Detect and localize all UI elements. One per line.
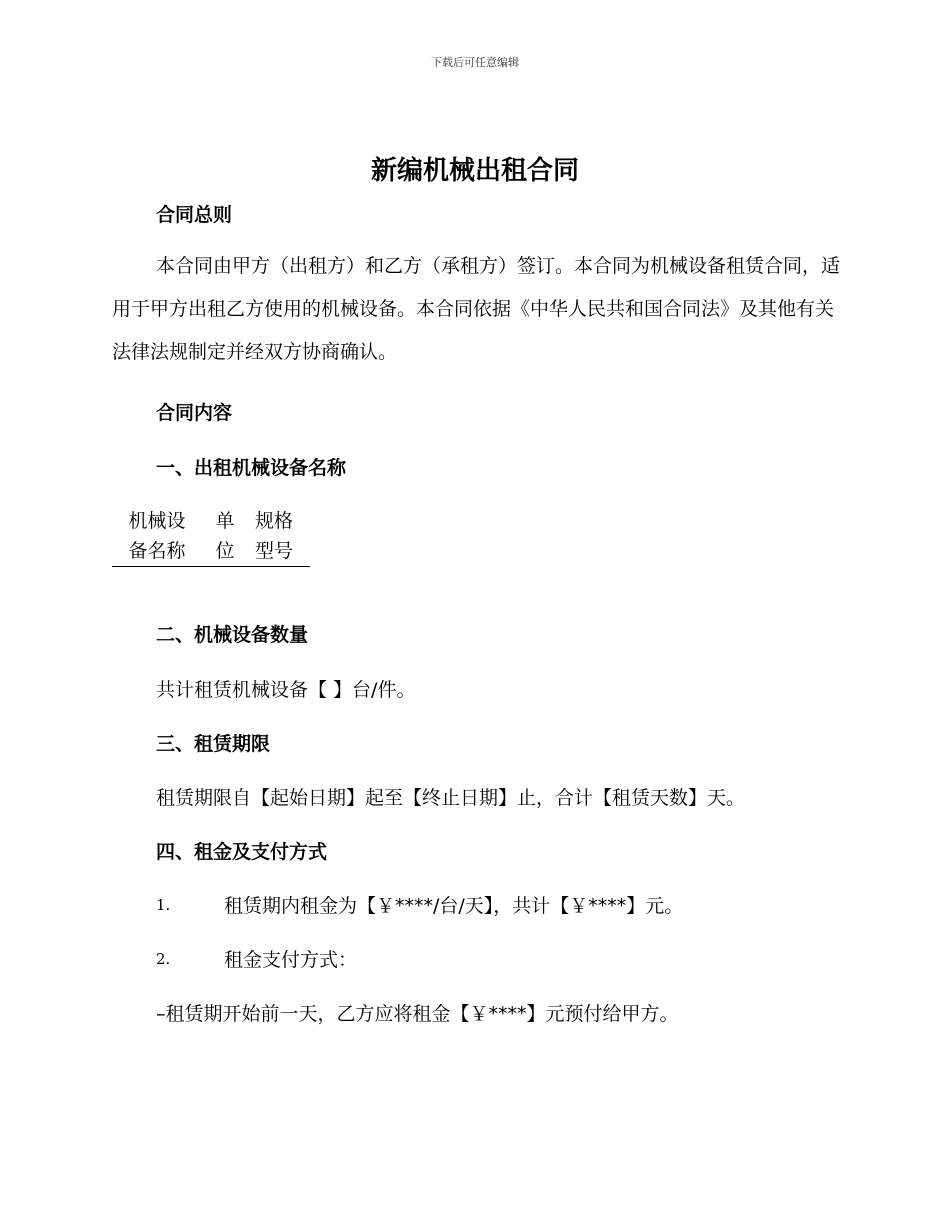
general-heading: 合同总则 — [156, 204, 233, 226]
list-item-number: 1. — [156, 896, 171, 914]
general-paragraph: 本合同由甲方（出租方）和乙方（承租方）签订。本合同为机械设备租赁合同，适用于甲方出租乙方使用的机械设备。本合同依据《中华人民共和国合同法》及其他有关法律法规制定并经双方协商确认。 — [112, 255, 841, 363]
dash-list-item: –租赁期开始前一天，乙方应将租金【￥****】元预付给甲方。 — [156, 1003, 679, 1025]
section4-heading: 四、租金及支付方式 — [156, 841, 328, 863]
list-item-text: 租赁期内租金为【￥****/台/天】，共计【￥****】元。 — [224, 895, 684, 917]
section1-heading: 一、出租机械设备名称 — [156, 457, 347, 479]
table-header-cell: 位 — [215, 540, 235, 562]
section2-text: 共计租赁机械设备【 】台/件。 — [156, 679, 416, 701]
table-header-cell: 备名称 — [128, 540, 186, 562]
table-header-cell: 单 — [215, 510, 235, 532]
section3-heading: 三、租赁期限 — [156, 733, 271, 755]
list-item-number: 2. — [156, 950, 171, 968]
content-heading: 合同内容 — [156, 402, 233, 424]
table-row — [112, 506, 296, 536]
list-item-text: 租金支付方式： — [224, 949, 358, 971]
equipment-table — [112, 506, 310, 567]
table-header-cell: 机械设 — [128, 510, 186, 532]
section3-text: 租赁期限自【起始日期】起至【终止日期】止，合计【租赁天数】天。 — [156, 787, 746, 809]
table-header-cell: 规格 — [254, 510, 293, 532]
table-row — [112, 536, 296, 566]
document-title: 新编机械出租合同 — [370, 156, 579, 186]
table-header-cell: 型号 — [254, 540, 293, 562]
section2-heading: 二、机械设备数量 — [156, 624, 309, 646]
page-header-note: 下载后可任意编辑 — [431, 56, 519, 69]
